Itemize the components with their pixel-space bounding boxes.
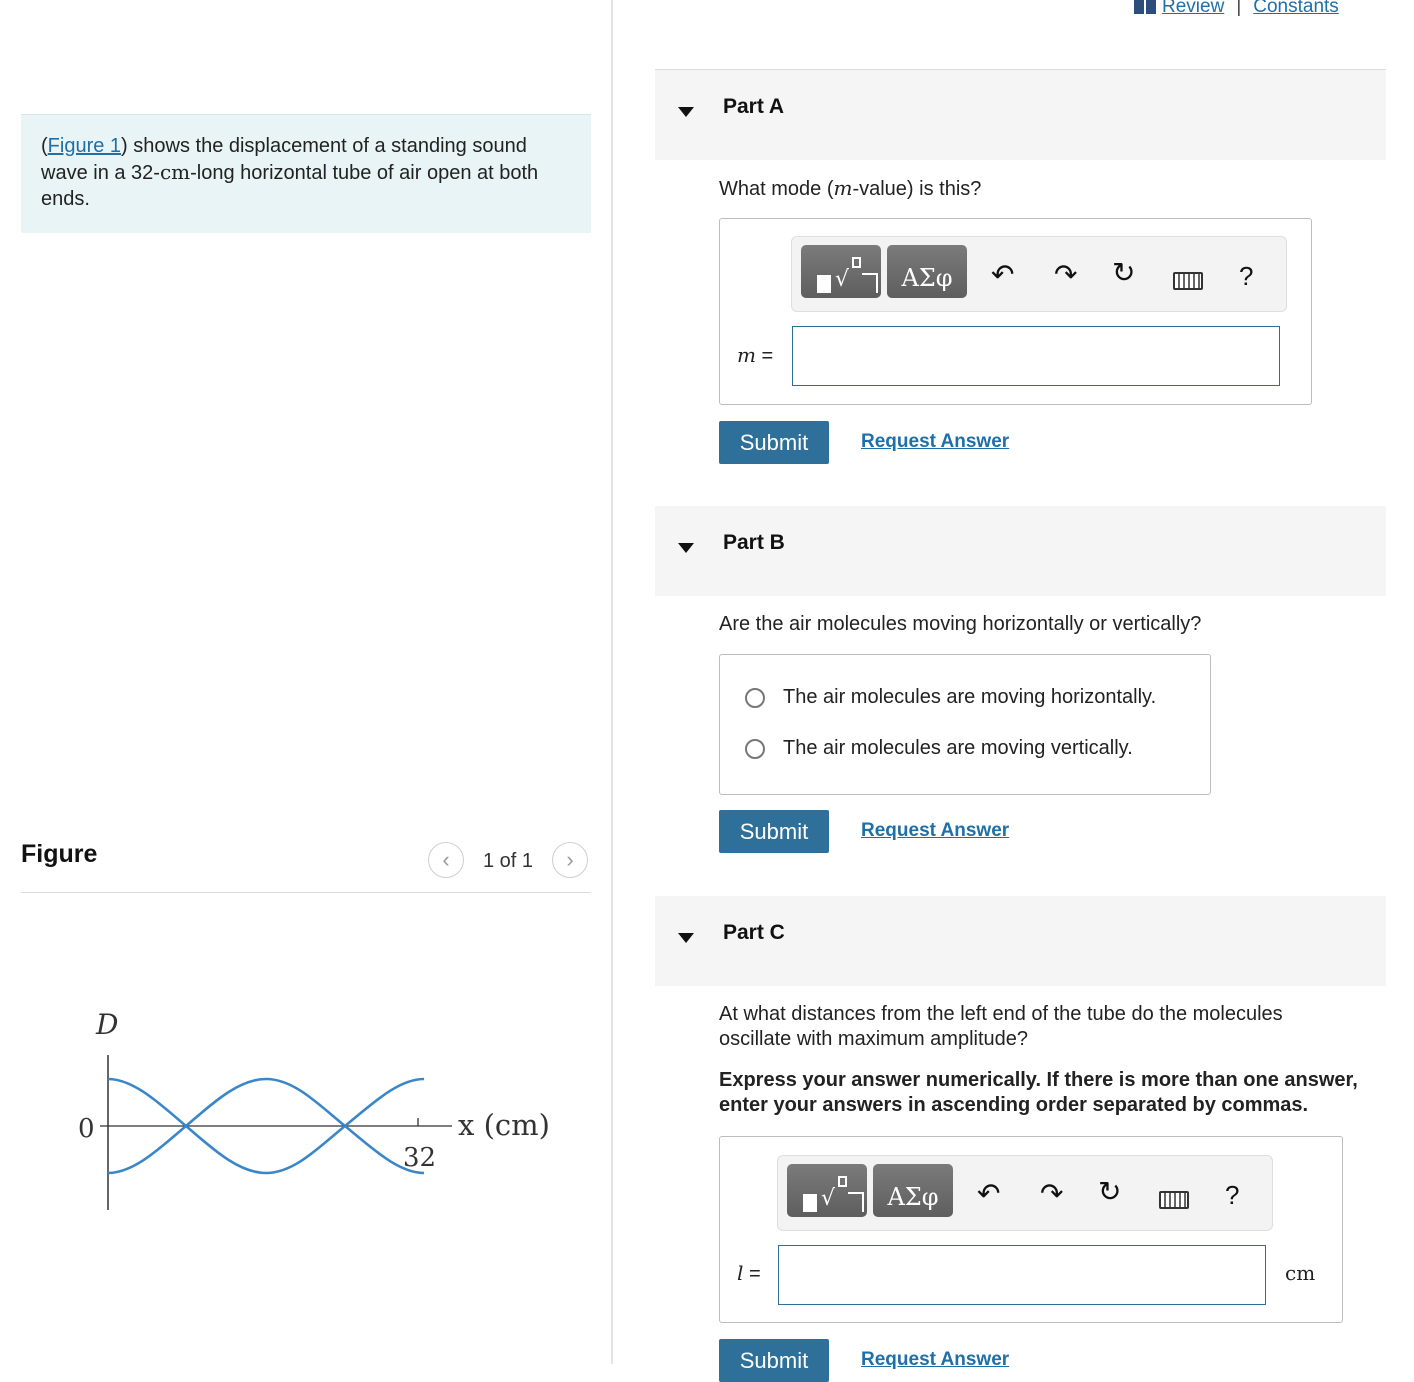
column-divider (611, 0, 613, 1364)
reset-icon[interactable]: ↻ (1098, 1176, 1122, 1207)
part-a-question: What mode (m-value) is this? (719, 176, 982, 200)
part-b-header[interactable] (655, 506, 1386, 596)
keyboard-icon[interactable] (1159, 1191, 1189, 1209)
part-c-instruction: Express your answer numerically. If there is more than one answer, enter your answers in ascending order separated by commas. (719, 1069, 1358, 1116)
y-axis-label: D (96, 1008, 119, 1041)
part-c-answer-box (719, 1136, 1343, 1323)
part-a-answer-box (719, 218, 1312, 405)
figure-count: 1 of 1 (483, 850, 534, 872)
header-links (1134, 0, 1339, 18)
chevron-left-icon[interactable]: ‹ (428, 842, 464, 878)
part-c-title: Part C (723, 921, 785, 944)
problem-intro (21, 114, 591, 233)
intro-text: (Figure 1) shows the displacement of a standing sound wave in a 32-cm-long horizontal tube of air open at both ends. (41, 135, 539, 210)
part-a-request-answer-link[interactable]: Request Answer (861, 431, 1010, 452)
help-icon[interactable]: ? (1239, 261, 1254, 291)
redo-icon[interactable]: ↷ (1054, 259, 1078, 290)
option-horizontal[interactable] (745, 686, 1156, 709)
collapse-triangle-icon[interactable] (678, 543, 694, 553)
math-toolbar (791, 236, 1287, 312)
l-answer-input[interactable] (778, 1245, 1266, 1305)
part-c-submit-button[interactable]: Submit (719, 1339, 829, 1382)
origin-label: 0 (78, 1114, 95, 1144)
part-c-question: At what distances from the left end of the tube do the molecules oscillate with maximum amplitude? (719, 1003, 1283, 1050)
math-toolbar (777, 1155, 1273, 1231)
reset-icon[interactable]: ↻ (1112, 257, 1136, 288)
collapse-triangle-icon[interactable] (678, 107, 694, 117)
chevron-right-icon[interactable]: › (552, 842, 588, 878)
part-c-request-answer-link[interactable]: Request Answer (861, 1349, 1010, 1370)
collapse-triangle-icon[interactable] (678, 933, 694, 943)
x-tick-label: 32 (403, 1143, 437, 1173)
m-label: m = (737, 343, 774, 367)
figure-divider (21, 892, 591, 893)
part-b-request-answer-link[interactable]: Request Answer (861, 820, 1010, 841)
link-separator: | (1236, 0, 1242, 17)
part-a-title: Part A (723, 95, 785, 118)
figure-title: Figure (21, 840, 98, 868)
figure-link[interactable]: Figure 1 (47, 135, 122, 157)
radio-button[interactable] (745, 739, 765, 759)
greek-symbols-button[interactable]: ΑΣφ (873, 1164, 953, 1217)
part-b-options-box (719, 654, 1211, 795)
keyboard-icon[interactable] (1173, 272, 1203, 290)
redo-icon[interactable]: ↷ (1040, 1178, 1064, 1209)
undo-icon[interactable]: ↶ (991, 259, 1015, 290)
undo-icon[interactable]: ↶ (977, 1178, 1001, 1209)
option-label: The air molecules are moving vertically. (783, 737, 1133, 759)
book-icon (1134, 0, 1156, 14)
part-b-question: Are the air molecules moving horizontally or vertically? (719, 613, 1202, 635)
part-b-submit-button[interactable]: Submit (719, 810, 829, 853)
part-a-submit-button[interactable]: Submit (719, 421, 829, 464)
x-axis-label: x (cm) (458, 1108, 550, 1142)
m-answer-input[interactable] (792, 326, 1280, 386)
standing-wave-figure (60, 1000, 580, 1220)
option-label: The air molecules are moving horizontally. (783, 686, 1157, 708)
constants-link[interactable]: Constants (1253, 0, 1339, 17)
part-a-header[interactable] (655, 70, 1386, 160)
help-icon[interactable]: ? (1225, 1180, 1240, 1210)
option-vertical[interactable] (745, 737, 1133, 760)
greek-symbols-button[interactable]: ΑΣφ (887, 245, 967, 298)
part-c-header[interactable] (655, 896, 1386, 986)
part-b-title: Part B (723, 531, 785, 554)
review-link[interactable]: Review (1162, 0, 1225, 17)
templates-button[interactable]: √ (787, 1164, 867, 1217)
unit-label: cm (1285, 1261, 1316, 1285)
templates-button[interactable]: √ (801, 245, 881, 298)
radio-button[interactable] (745, 688, 765, 708)
l-label: l = (737, 1261, 761, 1285)
